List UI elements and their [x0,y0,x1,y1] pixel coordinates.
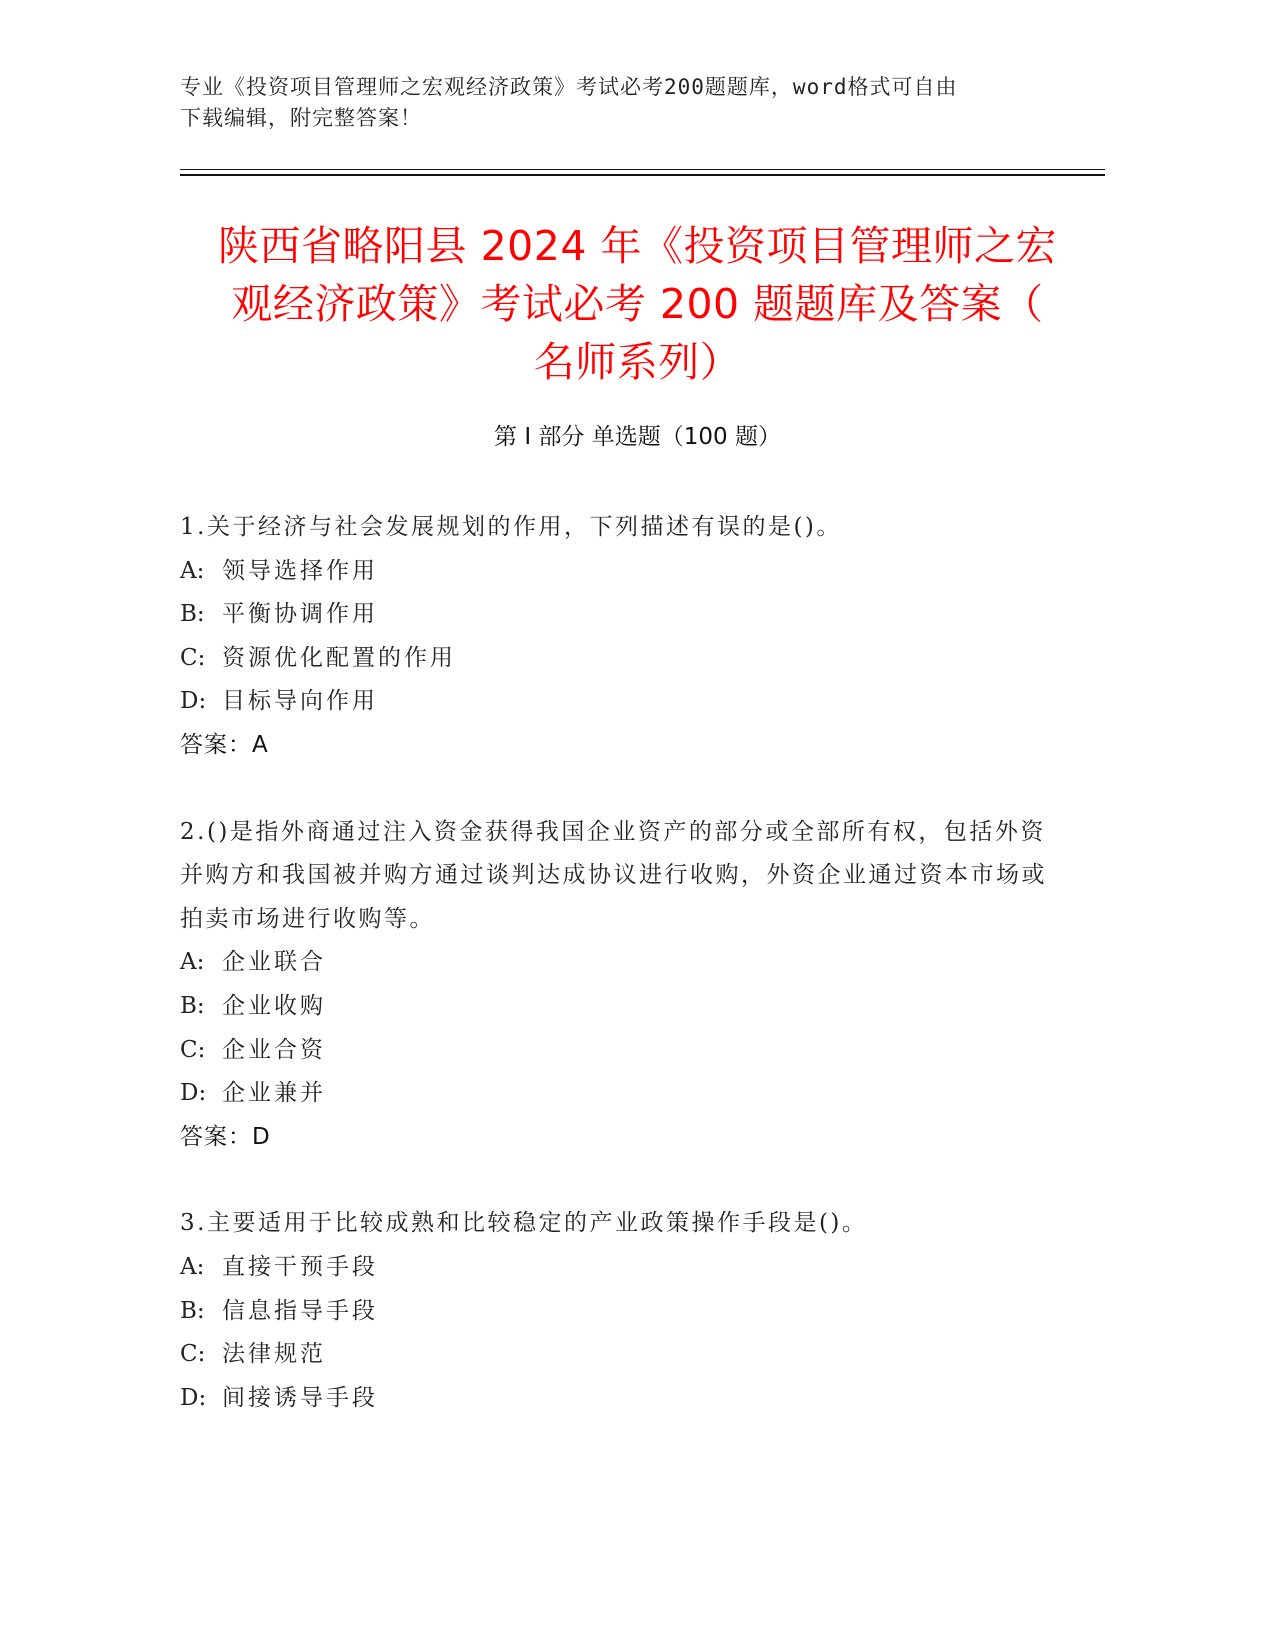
option-letter: D: [180,688,207,715]
answer: 答案：D [180,1123,271,1150]
option-letter: A: [180,949,205,976]
option-letter: A: [180,557,205,584]
option-text: 企业合资 [222,1036,326,1063]
option-letter: A: [180,1253,205,1280]
option-letter: C: [180,644,206,671]
header-note-line-2: 下载编辑，附完整答案！ [180,106,422,130]
answer: 答案：A [180,731,269,758]
section-heading: 第 I 部分 单选题（100 题） [494,424,781,450]
option-d [180,1072,1060,1116]
option-d [180,680,1060,724]
option-letter: C: [180,1341,206,1368]
document-title-line-3: 名师系列） [533,338,742,386]
option-text: 领导选择作用 [222,557,378,584]
question-1 [180,506,1060,768]
question-stem: 3.主要适用于比较成熟和比较稳定的产业政策操作手段是()。 [180,1210,868,1237]
option-c [180,1029,1060,1073]
option-text: 直接干预手段 [222,1253,378,1280]
option-letter: B: [180,601,205,628]
option-text: 企业收购 [222,992,326,1019]
option-b [180,1290,1060,1334]
option-b [180,593,1060,637]
option-text: 法律规范 [222,1341,326,1368]
document-title-line-1: 陕西省略阳县 2024 年《投资项目管理师之宏 [218,222,1057,270]
header-note-line-1: 专业《投资项目管理师之宏观经济政策》考试必考200题题库，word格式可自由 [180,75,958,99]
option-letter: B: [180,1297,205,1324]
option-c [180,637,1060,681]
question-stem: 2.()是指外商通过注入资金获得我国企业资产的部分或全部所有权，包括外资并购方和我国被并购方通过谈判达成协议进行收购，外资企业通过资本市场或拍卖市场进行收购等。 [180,818,1047,932]
header-divider-thick [180,174,1105,176]
option-letter: B: [180,992,205,1019]
header-divider-thin [180,169,1105,170]
option-text: 间接诱导手段 [222,1384,378,1411]
option-text: 目标导向作用 [222,688,378,715]
document-title [150,217,1125,391]
option-d [180,1377,1060,1421]
option-a [180,1246,1060,1290]
option-a [180,550,1060,594]
option-b [180,985,1060,1029]
question-stem: 1.关于经济与社会发展规划的作用，下列描述有误的是()。 [180,514,842,540]
option-text: 平衡协调作用 [222,601,378,628]
option-text: 信息指导手段 [222,1297,378,1324]
document-title-line-2: 观经济政策》考试必考 200 题题库及答案（ [231,280,1044,328]
question-3 [180,1202,1060,1420]
option-text: 资源优化配置的作用 [222,644,456,671]
question-list [180,506,1060,1463]
option-text: 企业兼并 [222,1080,326,1107]
question-2 [180,811,1060,1160]
option-a [180,941,1060,985]
header-note [180,72,1060,134]
option-letter: D: [180,1080,207,1107]
option-letter: C: [180,1036,206,1063]
option-text: 企业联合 [222,949,326,976]
option-letter: D: [180,1384,207,1411]
option-c [180,1333,1060,1377]
